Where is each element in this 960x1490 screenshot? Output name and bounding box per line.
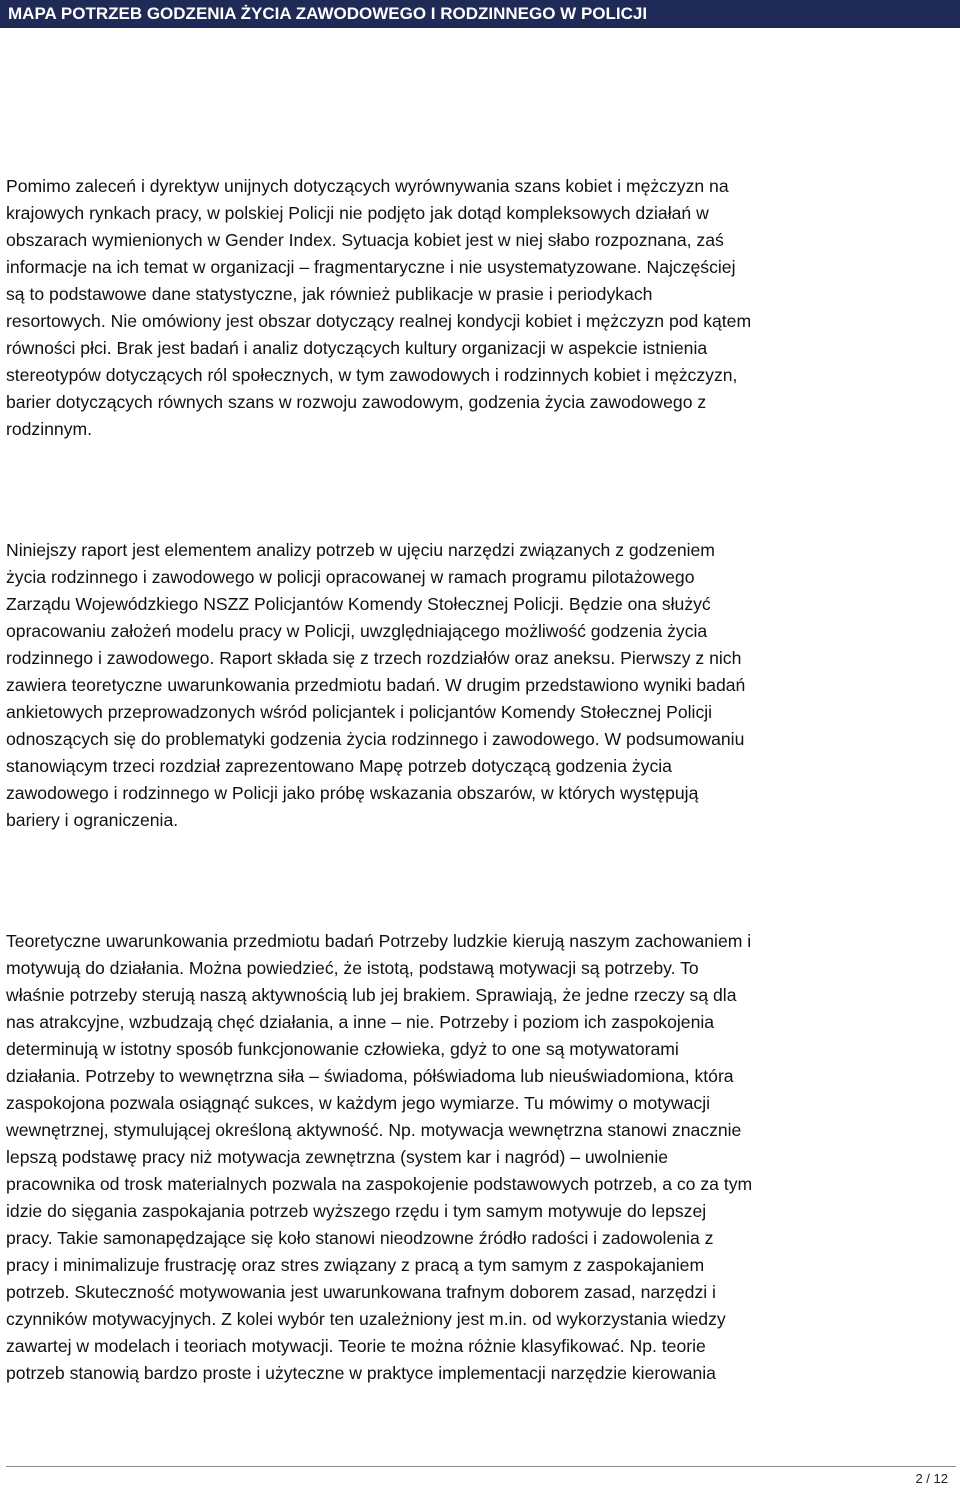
paragraph-report-scope bbox=[6, 537, 956, 834]
text-line: stereotypów dotyczących ról społecznych, w tym zawodowych i rodzinnych kobiet i mężczyzn, bbox=[6, 365, 738, 385]
text-line: rodzinnym. bbox=[6, 419, 93, 439]
paragraph-intro bbox=[6, 173, 956, 443]
text-line: motywują do działania. Można powiedzieć, że istotą, podstawą motywacji są potrzeby. To bbox=[6, 958, 699, 978]
text-line: idzie do sięgania zaspokajania potrzeb wyższego rzędu i tym samym motywuje do lepszej bbox=[6, 1201, 707, 1221]
text-line: pracy i minimalizuje frustrację oraz stres związany z pracą a tym samym z zaspokajaniem bbox=[6, 1255, 705, 1275]
text-line: Zarządu Wojewódzkiego NSZZ Policjantów Komendy Stołecznej Policji. Będzie ona służyć bbox=[6, 594, 711, 614]
paragraph-theory bbox=[6, 928, 956, 1387]
document-title: MAPA POTRZEB GODZENIA ŻYCIA ZAWODOWEGO I RODZINNEGO W POLICJI bbox=[8, 4, 648, 23]
text-line: rodzinnego i zawodowego. Raport składa się z trzech rozdziałów oraz aneksu. Pierwszy z nich bbox=[6, 648, 742, 668]
text-line: równości płci. Brak jest badań i analiz dotyczących kultury organizacji w aspekcie istnienia bbox=[6, 338, 708, 358]
text-line: bariery i ograniczenia. bbox=[6, 810, 179, 830]
text-line: zawodowego i rodzinnego w Policji jako próbę wskazania obszarów, w których występują bbox=[6, 783, 699, 803]
text-line: życia rodzinnego i zawodowego w policji opracowanej w ramach programu pilotażowego bbox=[6, 567, 695, 587]
text-line: zawartej w modelach i teoriach motywacji. Teorie te można różnie klasyfikować. Np. teorie bbox=[6, 1336, 706, 1356]
text-line: odnoszących się do problematyki godzenia życia rodzinnego i zawodowego. W podsumowaniu bbox=[6, 729, 745, 749]
text-line: ankietowych przeprowadzonych wśród policjantek i policjantów Komendy Stołecznej Policji bbox=[6, 702, 713, 722]
text-line: czynników motywacyjnych. Z kolei wybór ten uzależniony jest m.in. od wykorzystania wiedzy bbox=[6, 1309, 726, 1329]
text-line: nas atrakcyjne, wzbudzają chęć działania, a inne – nie. Potrzeby i poziom ich zaspokojenia bbox=[6, 1012, 715, 1032]
text-line: krajowych rynkach pracy, w polskiej Policji nie podjęto jak dotąd kompleksowych działań w bbox=[6, 203, 709, 223]
text-line: informacje na ich temat w organizacji – fragmentaryczne i nie usystematyzowane. Najczęściej bbox=[6, 257, 736, 277]
text-line: zawiera teoretyczne uwarunkowania przedmiotu badań. W drugim przedstawiono wyniki badań bbox=[6, 675, 746, 695]
text-line: barier dotyczących równych szans w rozwoju zawodowym, godzenia życia zawodowego z bbox=[6, 392, 707, 412]
page-number: 2 / 12 bbox=[915, 1471, 948, 1486]
text-line: są to podstawowe dane statystyczne, jak również publikacje w prasie i periodykach bbox=[6, 284, 653, 304]
text-line: Pomimo zaleceń i dyrektyw unijnych dotyczących wyrównywania szans kobiet i mężczyzn na bbox=[6, 176, 729, 196]
text-line: Niniejszy raport jest elementem analizy potrzeb w ujęciu narzędzi związanych z godzeniem bbox=[6, 540, 715, 560]
text-line: wewnętrznej, stymulującej określoną aktywność. Np. motywacja wewnętrzna stanowi znacznie bbox=[6, 1120, 742, 1140]
text-line: lepszą podstawę pracy niż motywacja zewnętrzna (system kar i nagród) – uwolnienie bbox=[6, 1147, 669, 1167]
text-line: potrzeb stanowią bardzo proste i użyteczne w praktyce implementacji narzędzie kierowania bbox=[6, 1363, 716, 1383]
text-line: resortowych. Nie omówiony jest obszar dotyczący realnej kondycji kobiet i mężczyzn pod kątem bbox=[6, 311, 752, 331]
document-header-bar bbox=[0, 0, 960, 28]
text-line: pracownika od trosk materialnych pozwala na zaspokojenie podstawowych potrzeb, a co za tym bbox=[6, 1174, 753, 1194]
footer-divider bbox=[6, 1466, 956, 1467]
text-line: właśnie potrzeby sterują naszą aktywnością lub jej brakiem. Sprawiają, że jedne rzeczy są dla bbox=[6, 985, 737, 1005]
text-line: determinują w istotny sposób funkcjonowanie człowieka, gdyż to one są motywatorami bbox=[6, 1039, 679, 1059]
text-line: obszarach wymienionych w Gender Index. Sytuacja kobiet jest w niej słabo rozpoznana, zaś bbox=[6, 230, 724, 250]
text-line: opracowaniu założeń modelu pracy w Policji, uwzględniającego możliwość godzenia życia bbox=[6, 621, 708, 641]
text-line: działania. Potrzeby to wewnętrzna siła – świadoma, półświadoma lub nieuświadomiona, która bbox=[6, 1066, 734, 1086]
text-line: pracy. Takie samonapędzające się koło stanowi nieodzowne źródło radości i zadowolenia z bbox=[6, 1228, 714, 1248]
text-line: stanowiącym trzeci rozdział zaprezentowano Mapę potrzeb dotyczącą godzenia życia bbox=[6, 756, 672, 776]
text-line: Teoretyczne uwarunkowania przedmiotu badań Potrzeby ludzkie kierują naszym zachowaniem i bbox=[6, 931, 752, 951]
text-line: zaspokojona pozwala osiągnąć sukces, w każdym jego wymiarze. Tu mówimy o motywacji bbox=[6, 1093, 711, 1113]
text-line: potrzeb. Skuteczność motywowania jest uwarunkowana trafnym doborem zasad, narzędzi i bbox=[6, 1282, 716, 1302]
